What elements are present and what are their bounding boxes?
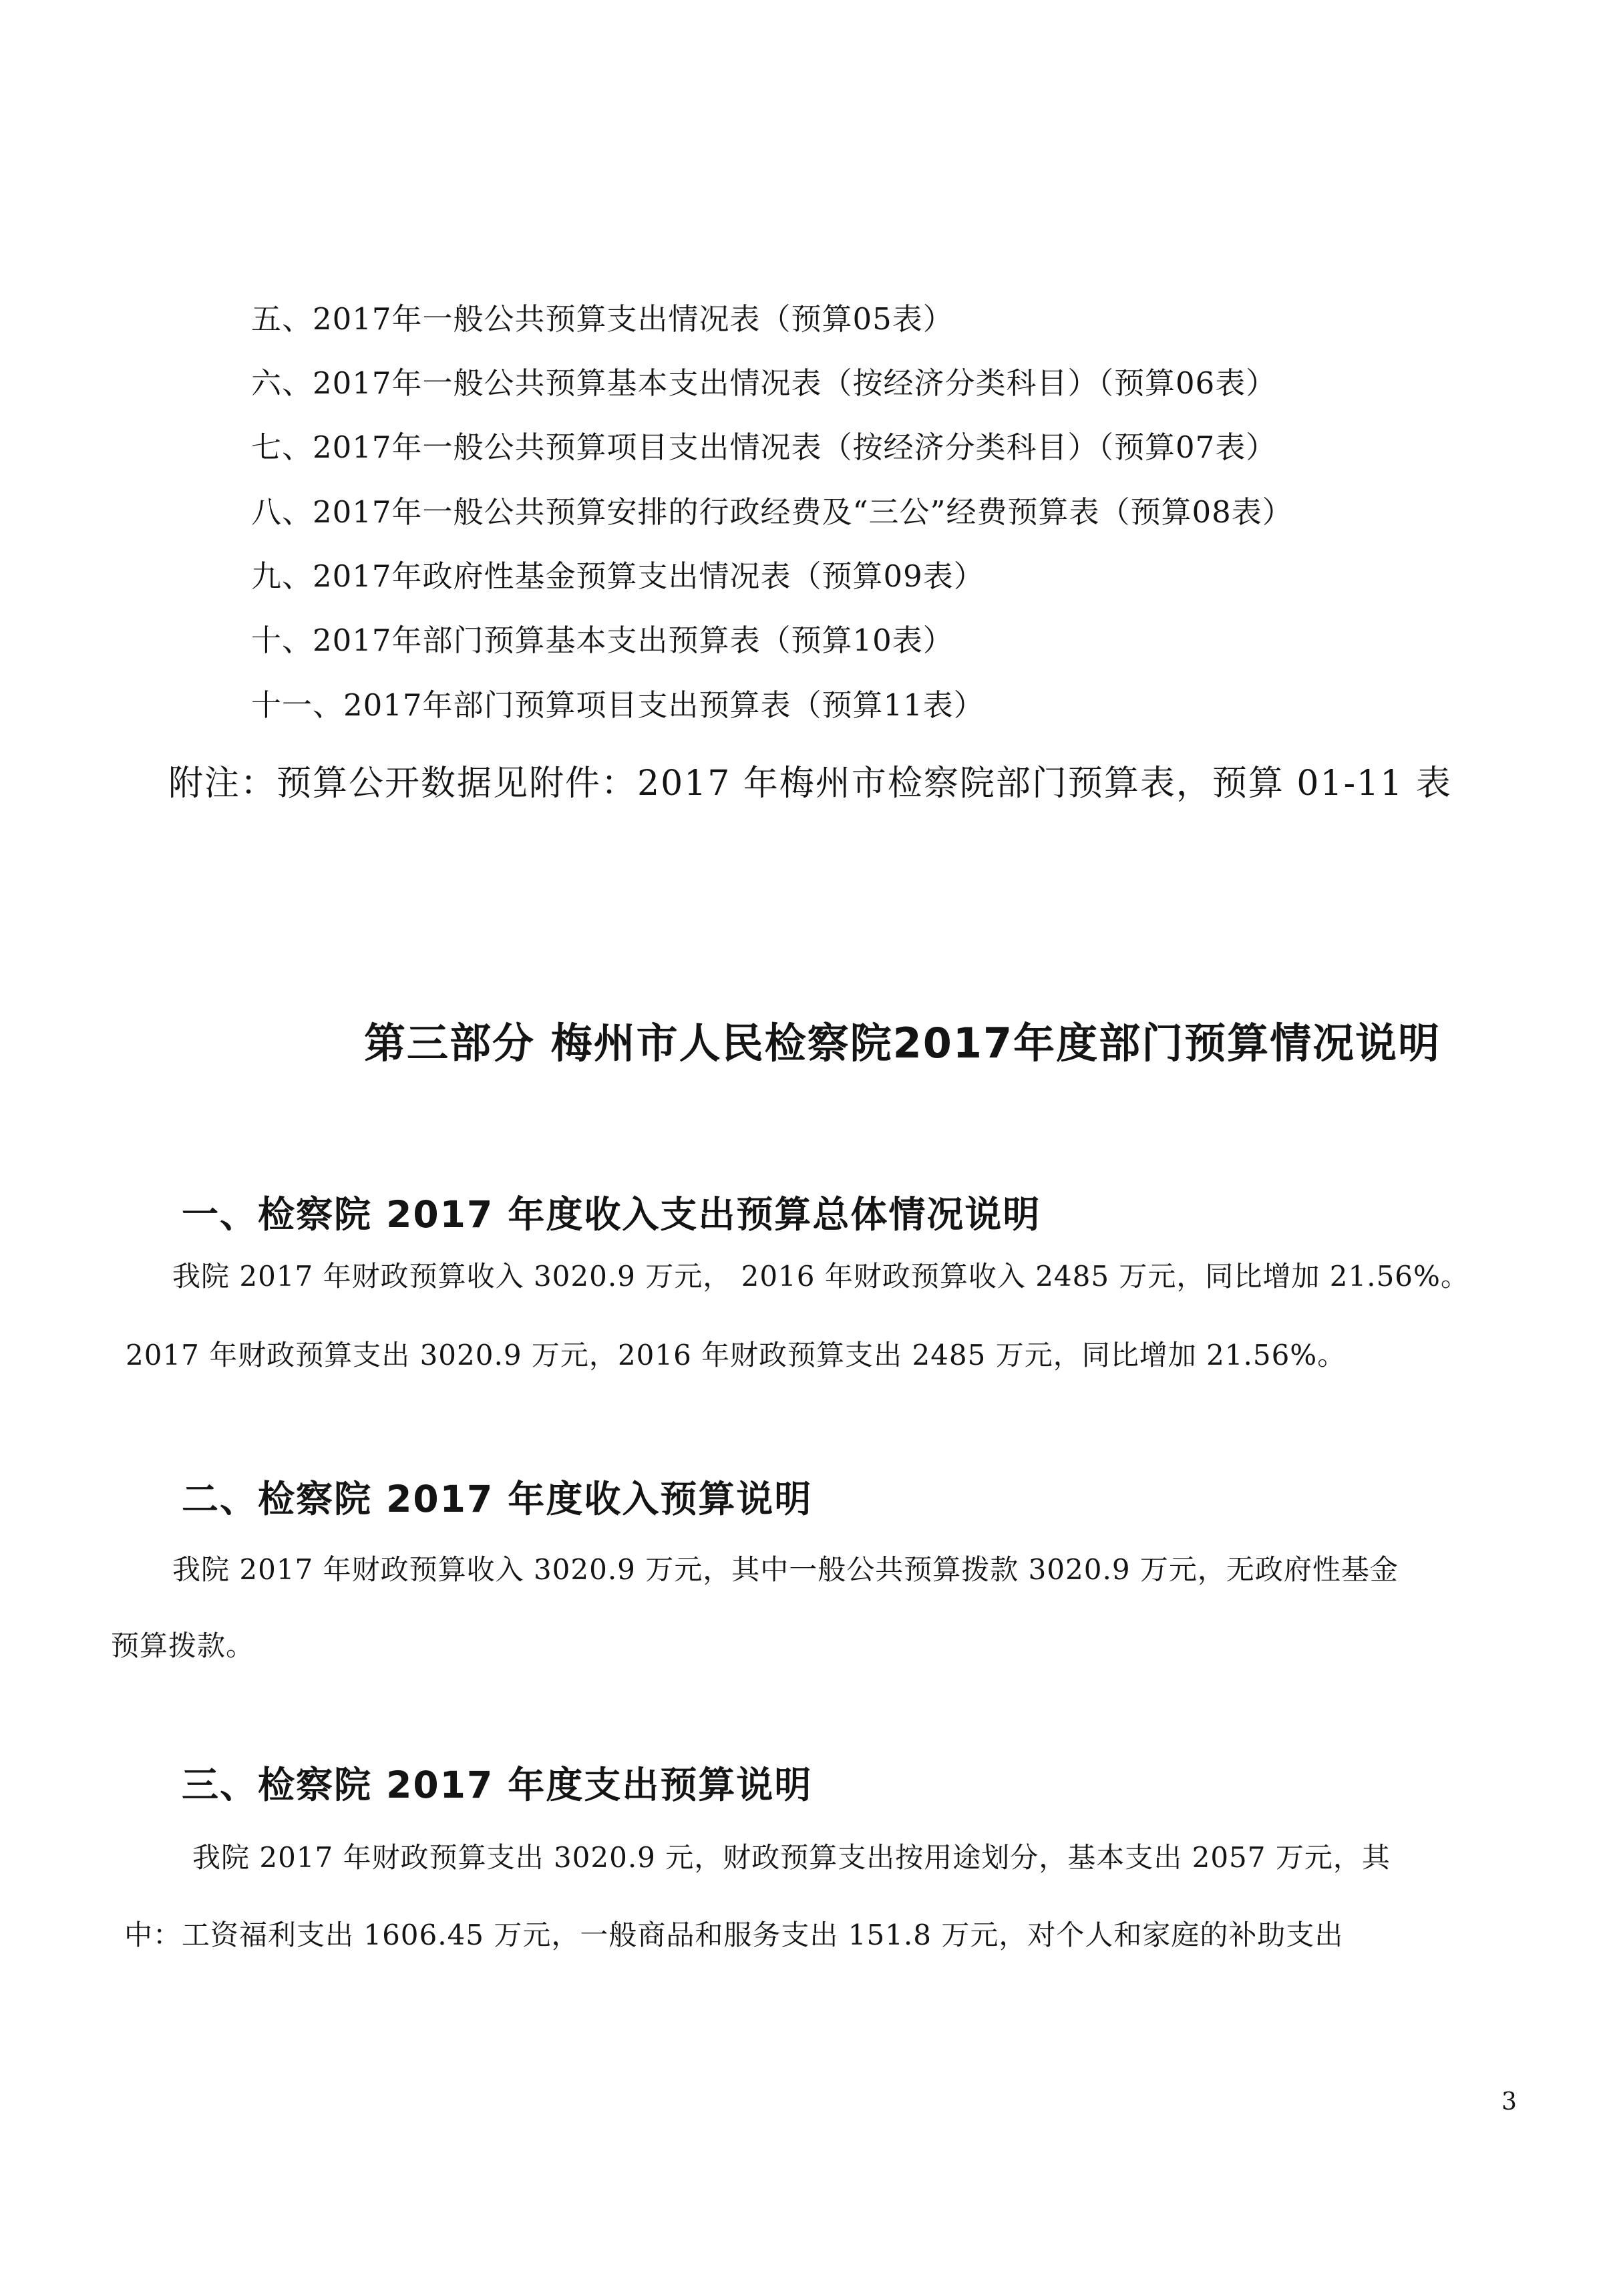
toc-item-11: 十一、2017年部门预算项目支出预算表（预算11表）: [251, 687, 985, 723]
section-heading-3: 三、检察院 2017 年度支出预算说明: [182, 1764, 813, 1806]
section-1-line-1: 我院 2017 年财政预算收入 3020.9 万元， 2016 年财政预算收入 2485 万元，同比增加 21.56%。: [172, 1260, 1469, 1293]
part-title: 第三部分 梅州市人民检察院2017年度部门预算情况说明: [364, 1019, 1441, 1068]
toc-item-7: 七、2017年一般公共预算项目支出情况表（按经济分类科目）（预算07表）: [251, 430, 1277, 465]
section-3-line-1: 我院 2017 年财政预算支出 3020.9 元，财政预算支出按用途划分，基本支出 2057 万元，其: [192, 1841, 1391, 1874]
section-3-line-2: 中：工资福利支出 1606.45 万元，一般商品和服务支出 151.8 万元，对个人和家庭的补助支出: [124, 1919, 1344, 1951]
page-number: 3: [1501, 2088, 1517, 2116]
attachment-note: 附注：预算公开数据见附件：2017 年梅州市检察院部门预算表，预算 01-11 表: [168, 764, 1452, 804]
section-2-line-1: 我院 2017 年财政预算收入 3020.9 万元，其中一般公共预算拨款 3020.9 万元，无政府性基金: [172, 1553, 1399, 1586]
toc-item-5: 五、2017年一般公共预算支出情况表（预算05表）: [251, 301, 954, 337]
section-heading-1: 一、检察院 2017 年度收入支出预算总体情况说明: [182, 1193, 1041, 1236]
toc-item-6: 六、2017年一般公共预算基本支出情况表（按经济分类科目）（预算06表）: [251, 365, 1277, 401]
section-2-line-2: 预算拨款。: [111, 1629, 255, 1662]
toc-item-10: 十、2017年部门预算基本支出预算表（预算10表）: [251, 623, 954, 658]
section-1-line-2: 2017 年财政预算支出 3020.9 万元，2016 年财政预算支出 2485 万元，同比增加 21.56%。: [126, 1339, 1347, 1371]
section-heading-2: 二、检察院 2017 年度收入预算说明: [182, 1478, 813, 1520]
toc-item-9: 九、2017年政府性基金预算支出情况表（预算09表）: [251, 558, 985, 594]
toc-item-8: 八、2017年一般公共预算安排的行政经费及“三公”经费预算表（预算08表）: [251, 494, 1293, 530]
